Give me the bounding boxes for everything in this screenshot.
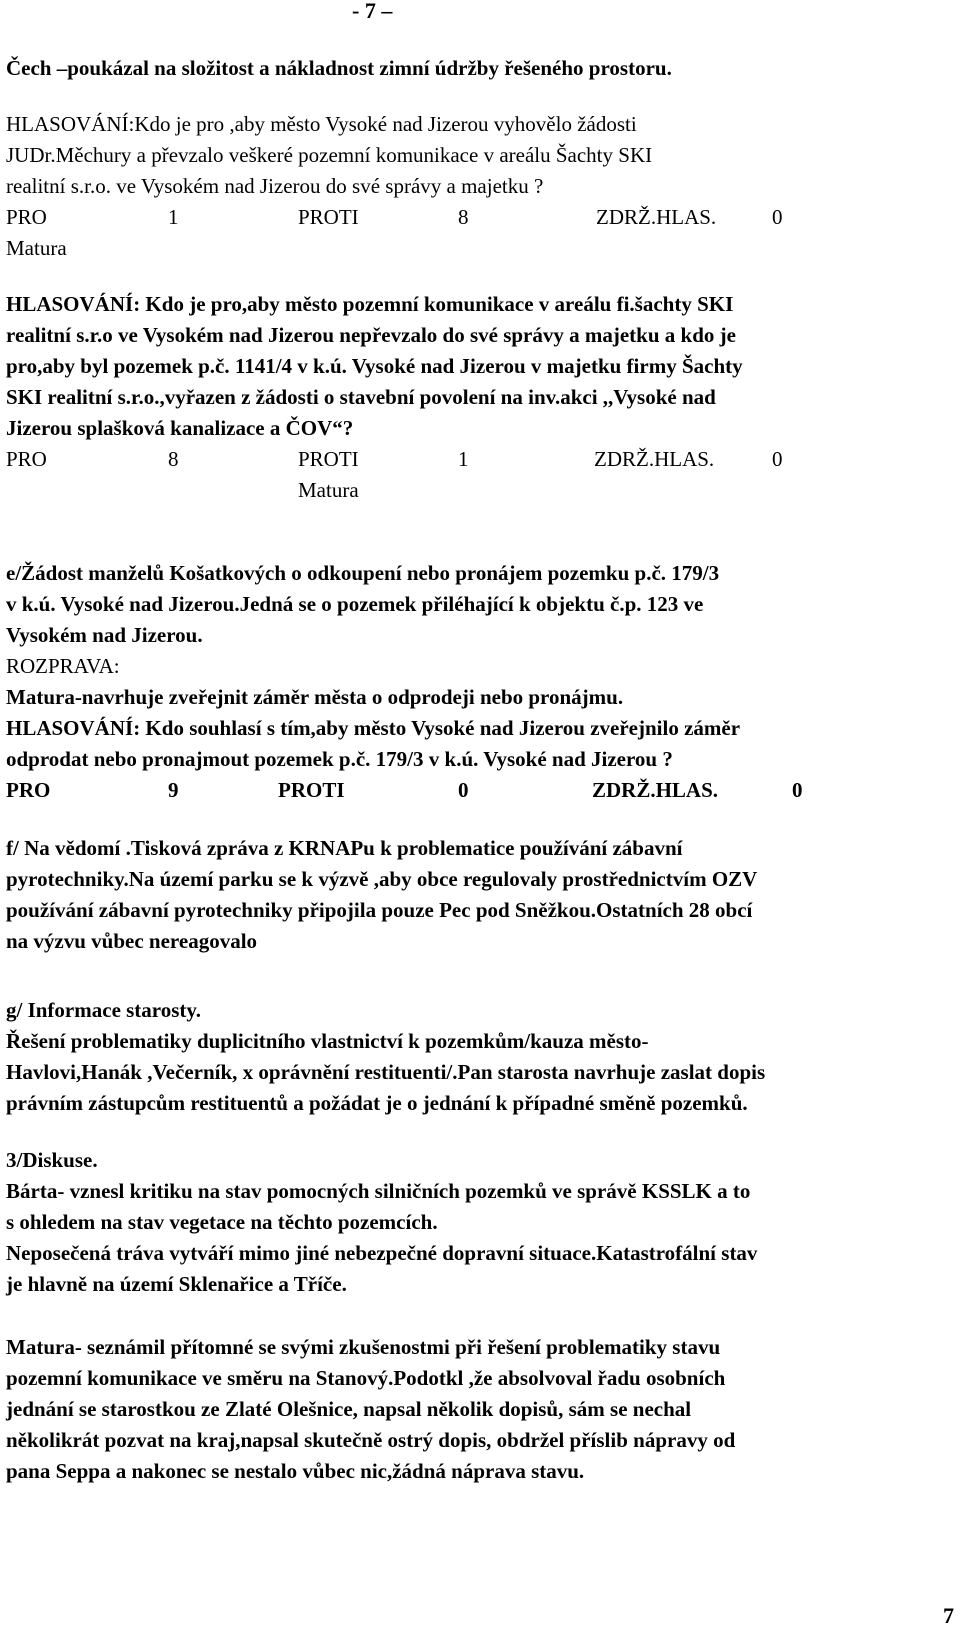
vote1-line: realitní s.r.o. ve Vysokém nad Jizerou do své správy a majetku ? <box>6 174 544 198</box>
vote2-line: realitní s.r.o ve Vysokém nad Jizerou nepřevzalo do své správy a majetku a kdo je <box>6 323 736 347</box>
matura-final-line: Matura- seznámil přítomné se svými zkušenostmi při řešení problematiky stavu <box>6 1335 721 1359</box>
vote1-zdrz-label: ZDRŽ.HLAS. <box>596 205 717 229</box>
vote1-proti-label: PROTI <box>298 205 359 229</box>
vote2-line: HLASOVÁNÍ: Kdo je pro,aby město pozemní komunikace v areálu fi.šachty SKI <box>6 292 734 316</box>
section-e-pro-label: PRO <box>6 778 51 802</box>
vote2-line: Jizerou splašková kanalizace a ČOV“? <box>6 416 354 440</box>
section-f-line: používání zábavní pyrotechniky připojila pouze Pec pod Sněžkou.Ostatních 28 obcí <box>6 898 753 922</box>
diskuse-line: 3/Diskuse. <box>6 1148 98 1172</box>
vote2-proti-label: PROTI <box>298 447 359 471</box>
vote1-line: HLASOVÁNÍ:Kdo je pro ,aby město Vysoké nad Jizerou vyhovělo žádosti <box>6 112 637 136</box>
vote2-line: pro,aby byl pozemek p.č. 1141/4 v k.ú. Vysoké nad Jizerou v majetku firmy Šachty <box>6 354 743 378</box>
vote1-proti-value: 8 <box>458 205 469 229</box>
diskuse-line: Neposečená tráva vytváří mimo jiné nebezpečné dopravní situace.Katastrofální stav <box>6 1241 758 1265</box>
intro-line: Čech –poukázal na složitost a nákladnost zimní údržby řešeného prostoru. <box>6 56 672 80</box>
vote2-zdrz-label: ZDRŽ.HLAS. <box>594 447 715 471</box>
section-g-line: Řešení problematiky duplicitního vlastnictví k pozemkům/kauza město- <box>6 1029 649 1053</box>
vote2-proti-value: 1 <box>458 447 469 471</box>
diskuse-line: Bárta- vznesl kritiku na stav pomocných silničních pozemků ve správě KSSLK a to <box>6 1179 751 1203</box>
section-f-line: pyrotechniky.Na území parku se k výzvě ,aby obce regulovaly prostřednictvím OZV <box>6 867 758 891</box>
section-g-line: právním zástupcům restituentů a požádat je o jednání k případné směně pozemků. <box>6 1091 748 1115</box>
section-e-zdrz-value: 0 <box>792 778 803 802</box>
section-e-line: e/Žádost manželů Košatkových o odkoupení nebo pronájem pozemku p.č. 179/3 <box>6 561 720 585</box>
diskuse-line: je hlavně na území Sklenařice a Tříče. <box>6 1272 347 1296</box>
section-e-rozprava: ROZPRAVA: <box>6 654 120 678</box>
section-e-proti-value: 0 <box>458 778 469 802</box>
section-g-line: Havlovi,Hanák ,Večerník, x oprávnění restituenti/.Pan starosta navrhuje zaslat dopis <box>6 1060 766 1084</box>
vote2-voter: Matura <box>298 478 359 502</box>
section-g-line: g/ Informace starosty. <box>6 998 201 1022</box>
corner-page-number: 7 <box>943 1603 954 1628</box>
section-e-proti-label: PROTI <box>278 778 345 802</box>
matura-final-line: pozemní komunikace ve směru na Stanový.Podotkl ,že absolvoval řadu osobních <box>6 1366 726 1390</box>
section-f-line: na výzvu vůbec nereagovalo <box>6 929 258 953</box>
vote2-zdrz-value: 0 <box>772 447 783 471</box>
diskuse-line: s ohledem na stav vegetace na těchto pozemcích. <box>6 1210 438 1234</box>
section-e-line: Vysokém nad Jizerou. <box>6 623 203 647</box>
vote2-pro-label: PRO <box>6 447 47 471</box>
vote2-pro-value: 8 <box>168 447 179 471</box>
vote1-pro-label: PRO <box>6 205 47 229</box>
vote1-zdrz-value: 0 <box>772 205 783 229</box>
page-number: - 7 – <box>352 0 393 23</box>
matura-final-line: pana Seppa a nakonec se nestalo vůbec nic,žádná náprava stavu. <box>6 1459 585 1483</box>
vote1-pro-value: 1 <box>168 205 179 229</box>
matura-final-line: jednání se starostkou ze Zlaté Olešnice, napsal několik dopisů, sám se nechal <box>6 1397 692 1421</box>
vote2-line: SKI realitní s.r.o.,vyřazen z žádosti o stavební povolení na inv.akci ,,Vysoké nad <box>6 385 716 409</box>
vote1-line: JUDr.Měchury a převzalo veškeré pozemní komunikace v areálu Šachty SKI <box>6 143 653 167</box>
section-e-vote-line: odprodat nebo pronajmout pozemek p.č. 179/3 v k.ú. Vysoké nad Jizerou ? <box>6 747 673 771</box>
section-e-matura: Matura-navrhuje zveřejnit záměr města o odprodeji nebo pronájmu. <box>6 685 624 709</box>
section-e-line: v k.ú. Vysoké nad Jizerou.Jedná se o pozemek přiléhající k objektu č.p. 123 ve <box>6 592 704 616</box>
section-f-line: f/ Na vědomí .Tisková zpráva z KRNAPu k problematice používání zábavní <box>6 836 683 860</box>
matura-final-line: několikrát pozvat na kraj,napsal skutečně ostrý dopis, obdržel příslib nápravy od <box>6 1428 736 1452</box>
section-e-pro-value: 9 <box>168 778 179 802</box>
section-e-vote-line: HLASOVÁNÍ: Kdo souhlasí s tím,aby město Vysoké nad Jizerou zveřejnilo záměr <box>6 716 741 740</box>
section-e-zdrz-label: ZDRŽ.HLAS. <box>592 778 719 802</box>
vote1-voter: Matura <box>6 236 67 260</box>
